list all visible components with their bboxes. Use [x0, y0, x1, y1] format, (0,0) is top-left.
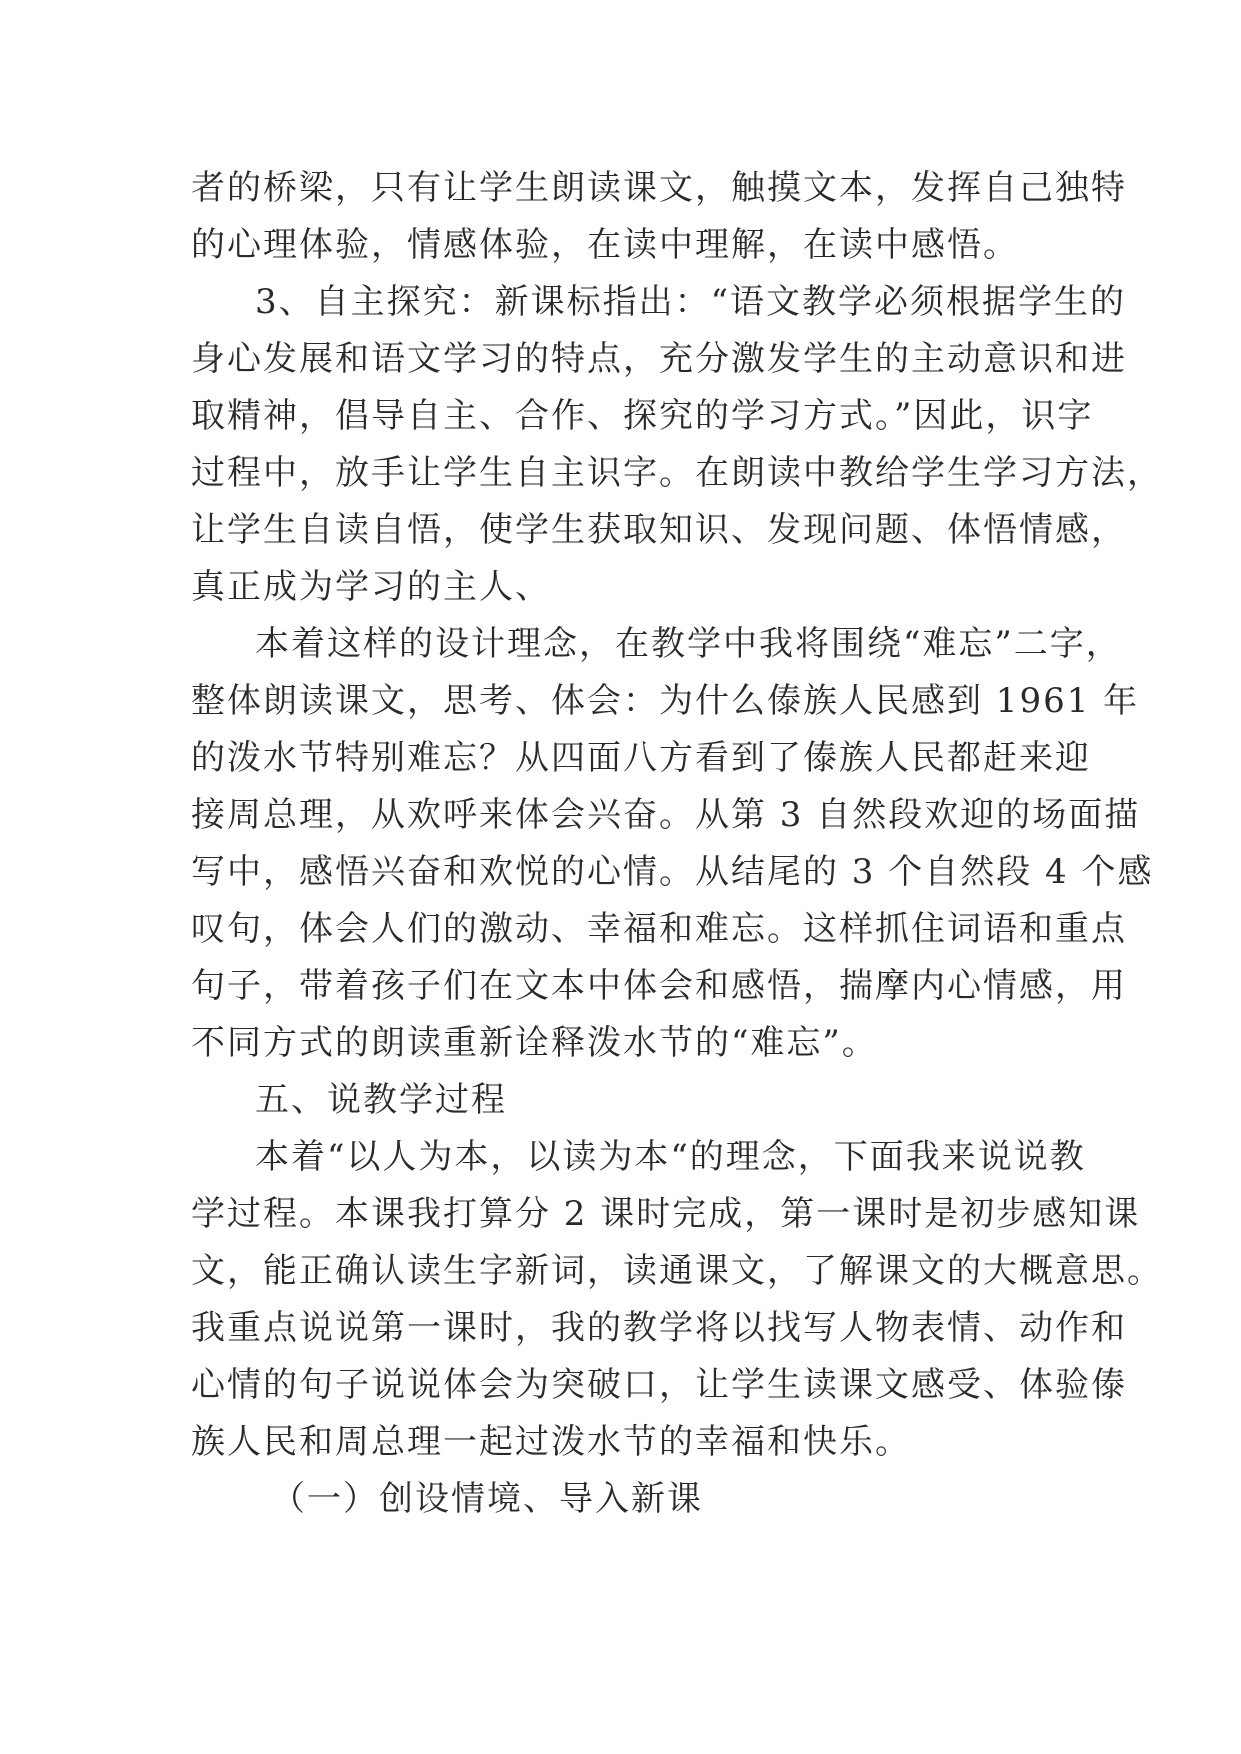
text-line: 心情的句子说说体会为突破口，让学生读课文感受、体验傣	[191, 1365, 1127, 1405]
text-line: 叹句，体会人们的激动、幸福和难忘。这样抓住词语和重点	[191, 909, 1127, 949]
text-line: 族人民和周总理一起过泼水节的幸福和快乐。	[191, 1422, 911, 1462]
text-line: 我重点说说第一课时，我的教学将以找写人物表情、动作和	[191, 1308, 1127, 1348]
subsection-heading: （一）创设情境、导入新课	[271, 1479, 703, 1519]
text-line: 让学生自读自悟，使学生获取知识、发现问题、体悟情感，	[191, 510, 1127, 550]
text-line: 的心理体验，情感体验，在读中理解，在读中感悟。	[191, 225, 1019, 265]
text-line: 文，能正确认读生字新词，读通课文，了解课文的大概意思。	[191, 1251, 1163, 1291]
paragraph-start-line: 3、自主探究：新课标指出：“语文教学必须根据学生的	[255, 282, 1127, 322]
text-line: 不同方式的朗读重新诠释泼水节的“难忘”。	[191, 1023, 878, 1063]
text-line: 身心发展和语文学习的特点，充分激发学生的主动意识和进	[191, 339, 1127, 379]
text-line: 句子，带着孩子们在文本中体会和感悟，揣摩内心情感，用	[191, 966, 1127, 1006]
text-line: 过程中，放手让学生自主识字。在朗读中教给学生学习方法，	[191, 453, 1163, 493]
text-line: 接周总理，从欢呼来体会兴奋。从第 3 自然段欢迎的场面描	[191, 795, 1141, 835]
text-line: 者的桥梁，只有让学生朗读课文，触摸文本，发挥自己独特	[191, 168, 1127, 208]
paragraph-start-line: 本着这样的设计理念，在教学中我将围绕“难忘”二字，	[255, 624, 1122, 664]
text-line: 整体朗读课文，思考、体会：为什么傣族人民感到 1961 年	[191, 681, 1140, 721]
text-line: 写中，感悟兴奋和欢悦的心情。从结尾的 3 个自然段 4 个感	[191, 852, 1154, 892]
section-heading: 五、说教学过程	[255, 1080, 507, 1120]
paragraph-start-line: 本着“以人为本，以读为本“的理念，下面我来说说教	[255, 1137, 1086, 1177]
document-body	[191, 160, 1163, 1528]
text-line: 真正成为学习的主人、	[191, 567, 551, 607]
text-line: 学过程。本课我打算分 2 课时完成，第一课时是初步感知课	[191, 1194, 1141, 1234]
text-line: 取精神，倡导自主、合作、探究的学习方式。”因此，识字	[191, 396, 1094, 436]
text-line: 的泼水节特别难忘？从四面八方看到了傣族人民都赶来迎	[191, 738, 1091, 778]
